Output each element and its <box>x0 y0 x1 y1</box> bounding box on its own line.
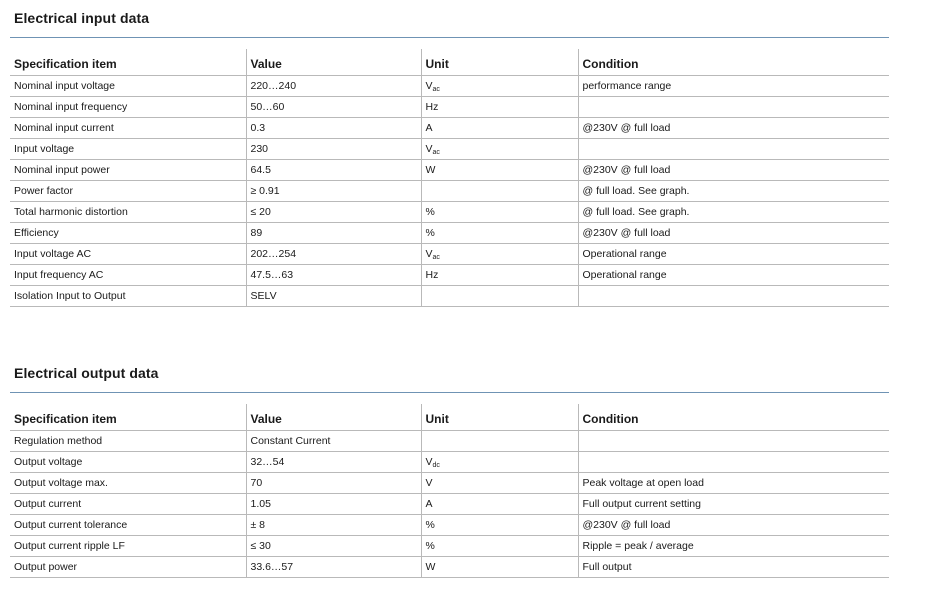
cell-item: Output voltage <box>10 452 246 473</box>
table-row <box>10 515 889 536</box>
unit-symbol: V <box>425 477 433 489</box>
cell-unit <box>421 265 578 286</box>
cell-unit <box>421 118 578 139</box>
cell-value: ± 8 <box>246 515 421 536</box>
unit-symbol: V <box>425 80 433 92</box>
header-row <box>10 49 889 76</box>
cell-value: 89 <box>246 223 421 244</box>
cell-item: Power factor <box>10 181 246 202</box>
unit-symbol: % <box>425 227 435 239</box>
cell-unit <box>421 223 578 244</box>
cell-value: ≤ 20 <box>246 202 421 223</box>
table-row <box>10 473 889 494</box>
cell-condition <box>578 139 889 160</box>
table-row <box>10 97 889 118</box>
unit-symbol: V <box>425 143 433 155</box>
cell-unit <box>421 76 578 97</box>
cell-condition: Full output current setting <box>578 494 889 515</box>
table-row <box>10 536 889 557</box>
input-section-rule <box>10 37 889 38</box>
cell-condition: @ full load. See graph. <box>578 181 889 202</box>
cell-condition: @230V @ full load <box>578 160 889 181</box>
cell-unit <box>421 202 578 223</box>
input-data-table <box>10 49 889 307</box>
unit-symbol: W <box>425 561 436 573</box>
cell-item: Nominal input frequency <box>10 97 246 118</box>
unit-sub: ac <box>432 254 440 261</box>
cell-item: Total harmonic distortion <box>10 202 246 223</box>
table-row <box>10 286 889 307</box>
header-specification-item: Specification item <box>14 57 117 71</box>
header-unit: Unit <box>421 49 578 76</box>
cell-value: 64.5 <box>246 160 421 181</box>
unit-symbol: Hz <box>425 101 439 113</box>
table-row <box>10 160 889 181</box>
table-row <box>10 76 889 97</box>
header-value: Value <box>246 49 421 76</box>
cell-item: Input voltage <box>10 139 246 160</box>
cell-value: 33.6…57 <box>246 557 421 578</box>
cell-value: 50…60 <box>246 97 421 118</box>
cell-value: ≥ 0.91 <box>246 181 421 202</box>
cell-unit <box>421 181 578 202</box>
cell-value: 220…240 <box>246 76 421 97</box>
cell-unit <box>421 494 578 515</box>
table-row <box>10 202 889 223</box>
cell-value: 1.05 <box>246 494 421 515</box>
cell-item: Output power <box>10 557 246 578</box>
cell-item: Output voltage max. <box>10 473 246 494</box>
unit-symbol: A <box>425 498 433 510</box>
cell-item: Output current ripple LF <box>10 536 246 557</box>
unit-symbol: W <box>425 164 436 176</box>
cell-unit <box>421 557 578 578</box>
cell-condition: @ full load. See graph. <box>578 202 889 223</box>
cell-unit <box>421 244 578 265</box>
cell-value: SELV <box>246 286 421 307</box>
unit-symbol: % <box>425 206 435 218</box>
table-row <box>10 557 889 578</box>
cell-item: Nominal input power <box>10 160 246 181</box>
input-section-title: Electrical input data <box>14 10 150 26</box>
header-specification-item: Specification item <box>14 412 117 426</box>
cell-value: ≤ 30 <box>246 536 421 557</box>
cell-unit <box>421 286 578 307</box>
cell-condition: @230V @ full load <box>578 223 889 244</box>
table-row <box>10 265 889 286</box>
cell-condition: Ripple = peak / average <box>578 536 889 557</box>
cell-item: Input frequency AC <box>10 265 246 286</box>
cell-value: 47.5…63 <box>246 265 421 286</box>
header-condition: Condition <box>578 49 889 76</box>
cell-unit <box>421 139 578 160</box>
table-row <box>10 494 889 515</box>
output-data-table <box>10 404 889 578</box>
cell-unit <box>421 515 578 536</box>
cell-condition: Peak voltage at open load <box>578 473 889 494</box>
output-table-body <box>10 431 889 578</box>
cell-condition: @230V @ full load <box>578 515 889 536</box>
unit-symbol: V <box>425 456 433 468</box>
output-section-title: Electrical output data <box>14 365 159 381</box>
cell-condition <box>578 286 889 307</box>
cell-item: Regulation method <box>10 431 246 452</box>
cell-condition <box>578 431 889 452</box>
table-row <box>10 431 889 452</box>
cell-item: Input voltage AC <box>10 244 246 265</box>
cell-condition <box>578 452 889 473</box>
cell-value: 230 <box>246 139 421 160</box>
cell-item: Efficiency <box>10 223 246 244</box>
unit-symbol: V <box>425 248 433 260</box>
cell-unit <box>421 160 578 181</box>
cell-condition: @230V @ full load <box>578 118 889 139</box>
table-row <box>10 244 889 265</box>
cell-value: 70 <box>246 473 421 494</box>
cell-item: Nominal input current <box>10 118 246 139</box>
table-row <box>10 118 889 139</box>
unit-sub: dc <box>432 462 440 469</box>
unit-symbol: % <box>425 540 435 552</box>
cell-condition: Operational range <box>578 244 889 265</box>
cell-value: Constant Current <box>246 431 421 452</box>
cell-item: Isolation Input to Output <box>10 286 246 307</box>
cell-condition: Operational range <box>578 265 889 286</box>
cell-item: Output current <box>10 494 246 515</box>
cell-item: Output current tolerance <box>10 515 246 536</box>
cell-value: 0.3 <box>246 118 421 139</box>
cell-condition <box>578 97 889 118</box>
cell-item: Nominal input voltage <box>10 76 246 97</box>
table-row <box>10 139 889 160</box>
header-condition: Condition <box>578 404 889 431</box>
unit-symbol: % <box>425 519 435 531</box>
cell-unit <box>421 536 578 557</box>
cell-condition: performance range <box>578 76 889 97</box>
unit-symbol: A <box>425 122 433 134</box>
cell-condition: Full output <box>578 557 889 578</box>
output-section-rule <box>10 392 889 393</box>
cell-unit <box>421 452 578 473</box>
cell-value: 202…254 <box>246 244 421 265</box>
unit-sub: ac <box>432 149 440 156</box>
unit-sub: ac <box>432 86 440 93</box>
cell-value: 32…54 <box>246 452 421 473</box>
header-row <box>10 404 889 431</box>
cell-unit <box>421 431 578 452</box>
table-row <box>10 181 889 202</box>
header-value: Value <box>246 404 421 431</box>
input-table-body <box>10 76 889 307</box>
cell-unit <box>421 97 578 118</box>
cell-unit <box>421 473 578 494</box>
unit-symbol: Hz <box>425 269 439 281</box>
header-unit: Unit <box>421 404 578 431</box>
table-row <box>10 223 889 244</box>
table-row <box>10 452 889 473</box>
